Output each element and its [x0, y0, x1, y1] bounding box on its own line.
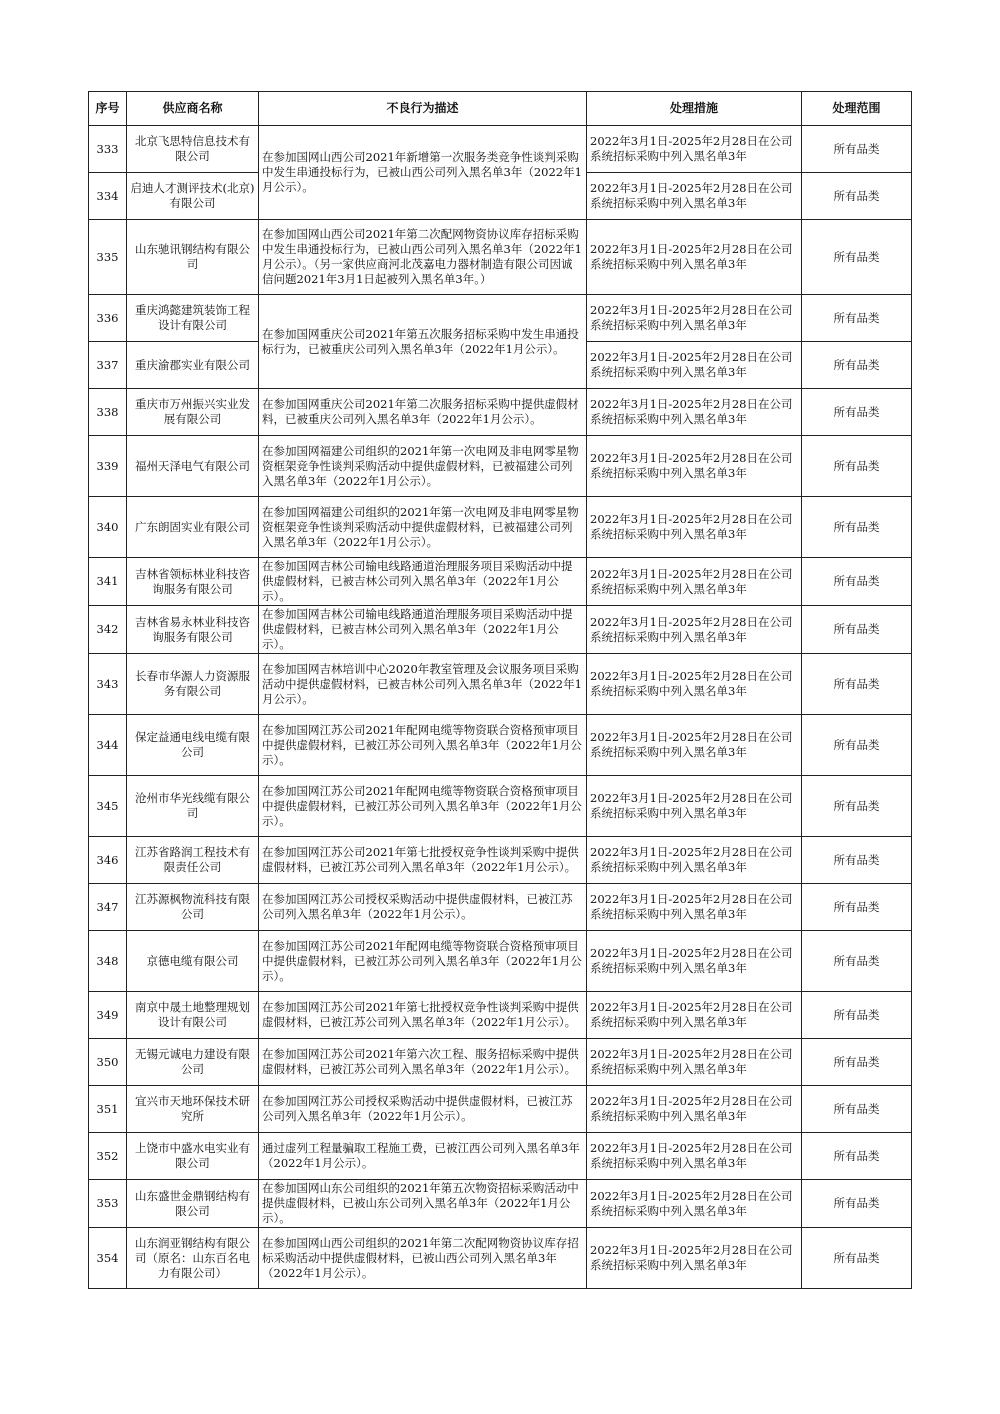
- row-number: 353: [89, 1180, 127, 1228]
- penalty-scope: 所有品类: [802, 126, 912, 173]
- penalty-measure: 2022年3月1日-2025年2月28日在公司系统招标采购中列入黑名单3年: [587, 389, 802, 436]
- penalty-scope: 所有品类: [802, 776, 912, 837]
- penalty-scope: 所有品类: [802, 654, 912, 715]
- misconduct-description: 在参加国网福建公司组织的2021年第一次电网及非电网零星物资框架竞争性谈判采购活动中提供虚假材料，已被福建公司列入黑名单3年（2022年1月公示）。: [259, 497, 587, 558]
- penalty-measure: 2022年3月1日-2025年2月28日在公司系统招标采购中列入黑名单3年: [587, 606, 802, 654]
- penalty-measure: 2022年3月1日-2025年2月28日在公司系统招标采购中列入黑名单3年: [587, 1039, 802, 1086]
- supplier-name: 保定益通电线电缆有限公司: [127, 715, 259, 776]
- supplier-name: 吉林省领标林业科技咨询服务有限公司: [127, 558, 259, 606]
- penalty-measure: 2022年3月1日-2025年2月28日在公司系统招标采购中列入黑名单3年: [587, 715, 802, 776]
- row-number: 345: [89, 776, 127, 837]
- penalty-scope: 所有品类: [802, 295, 912, 342]
- table-row: [89, 389, 912, 436]
- penalty-measure: 2022年3月1日-2025年2月28日在公司系统招标采购中列入黑名单3年: [587, 173, 802, 220]
- table-row: [89, 1180, 912, 1228]
- penalty-measure: 2022年3月1日-2025年2月28日在公司系统招标采购中列入黑名单3年: [587, 992, 802, 1039]
- table-row: [89, 837, 912, 884]
- misconduct-description: 在参加国网重庆公司2021年第五次服务招标采购中发生串通投标行为，已被重庆公司列入黑名单3年（2022年1月公示）。: [259, 295, 587, 389]
- penalty-scope: 所有品类: [802, 1228, 912, 1289]
- row-number: 336: [89, 295, 127, 342]
- penalty-scope: 所有品类: [802, 1133, 912, 1180]
- penalty-scope: 所有品类: [802, 558, 912, 606]
- penalty-measure: 2022年3月1日-2025年2月28日在公司系统招标采购中列入黑名单3年: [587, 558, 802, 606]
- table-row: [89, 606, 912, 654]
- supplier-name: 山东润亚钢结构有限公司（原名：山东百名电力有限公司）: [127, 1228, 259, 1289]
- misconduct-description: 在参加国网江苏公司2021年第七批授权竞争性谈判采购中提供虚假材料，已被江苏公司列入黑名单3年（2022年1月公示）。: [259, 992, 587, 1039]
- table-row: [89, 436, 912, 497]
- penalty-measure: 2022年3月1日-2025年2月28日在公司系统招标采购中列入黑名单3年: [587, 436, 802, 497]
- penalty-measure: 2022年3月1日-2025年2月28日在公司系统招标采购中列入黑名单3年: [587, 342, 802, 389]
- supplier-name: 山东驰讯钢结构有限公司: [127, 220, 259, 295]
- penalty-measure: 2022年3月1日-2025年2月28日在公司系统招标采购中列入黑名单3年: [587, 126, 802, 173]
- misconduct-description: 在参加国网江苏公司2021年第六次工程、服务招标采购中提供虚假材料，已被江苏公司列入黑名单3年（2022年1月公示）。: [259, 1039, 587, 1086]
- supplier-name: 重庆渝郡实业有限公司: [127, 342, 259, 389]
- table-row: [89, 558, 912, 606]
- supplier-name: 重庆鸿懿建筑装饰工程设计有限公司: [127, 295, 259, 342]
- row-number: 344: [89, 715, 127, 776]
- table-row: [89, 715, 912, 776]
- row-number: 338: [89, 389, 127, 436]
- penalty-measure: 2022年3月1日-2025年2月28日在公司系统招标采购中列入黑名单3年: [587, 1228, 802, 1289]
- row-number: 352: [89, 1133, 127, 1180]
- supplier-name: 长春市华源人力资源服务有限公司: [127, 654, 259, 715]
- supplier-name: 广东朗固实业有限公司: [127, 497, 259, 558]
- penalty-scope: 所有品类: [802, 497, 912, 558]
- misconduct-description: 在参加国网吉林公司输电线路通道治理服务项目采购活动中提供虚假材料，已被吉林公司列入黑名单3年（2022年1月公示）。: [259, 606, 587, 654]
- table-row: [89, 1228, 912, 1289]
- misconduct-description: 通过虚列工程量骗取工程施工费，已被江西公司列入黑名单3年（2022年1月公示）。: [259, 1133, 587, 1180]
- penalty-scope: 所有品类: [802, 992, 912, 1039]
- penalty-scope: 所有品类: [802, 884, 912, 931]
- table-row: [89, 884, 912, 931]
- supplier-name: 南京中晟土地整理规划设计有限公司: [127, 992, 259, 1039]
- penalty-measure: 2022年3月1日-2025年2月28日在公司系统招标采购中列入黑名单3年: [587, 884, 802, 931]
- row-number: 343: [89, 654, 127, 715]
- penalty-measure: 2022年3月1日-2025年2月28日在公司系统招标采购中列入黑名单3年: [587, 497, 802, 558]
- table-row: [89, 654, 912, 715]
- blacklist-table: [88, 91, 912, 1289]
- penalty-scope: 所有品类: [802, 436, 912, 497]
- supplier-name: 山东盛世金鼎钢结构有限公司: [127, 1180, 259, 1228]
- penalty-scope: 所有品类: [802, 1039, 912, 1086]
- table-row: [89, 931, 912, 992]
- row-number: 350: [89, 1039, 127, 1086]
- table-row: [89, 497, 912, 558]
- header-supplier: 供应商名称: [127, 92, 259, 126]
- misconduct-description: 在参加国网山西公司2021年新增第一次服务类竞争性谈判采购中发生串通投标行为，已被山西公司列入黑名单3年（2022年1月公示）。: [259, 126, 587, 220]
- misconduct-description: 在参加国网江苏公司2021年第七批授权竞争性谈判采购中提供虚假材料，已被江苏公司列入黑名单3年（2022年1月公示）。: [259, 837, 587, 884]
- table-row: [89, 126, 912, 173]
- row-number: 349: [89, 992, 127, 1039]
- header-no: 序号: [89, 92, 127, 126]
- supplier-name: 启迪人才测评技术(北京)有限公司: [127, 173, 259, 220]
- header-row: [89, 92, 912, 126]
- penalty-measure: 2022年3月1日-2025年2月28日在公司系统招标采购中列入黑名单3年: [587, 776, 802, 837]
- supplier-name: 宜兴市天地环保技术研究所: [127, 1086, 259, 1133]
- penalty-measure: 2022年3月1日-2025年2月28日在公司系统招标采购中列入黑名单3年: [587, 220, 802, 295]
- misconduct-description: 在参加国网福建公司组织的2021年第一次电网及非电网零星物资框架竞争性谈判采购活动中提供虚假材料，已被福建公司列入黑名单3年（2022年1月公示）。: [259, 436, 587, 497]
- penalty-measure: 2022年3月1日-2025年2月28日在公司系统招标采购中列入黑名单3年: [587, 295, 802, 342]
- penalty-scope: 所有品类: [802, 342, 912, 389]
- penalty-scope: 所有品类: [802, 931, 912, 992]
- row-number: 340: [89, 497, 127, 558]
- table-row: [89, 1133, 912, 1180]
- penalty-scope: 所有品类: [802, 1180, 912, 1228]
- penalty-measure: 2022年3月1日-2025年2月28日在公司系统招标采购中列入黑名单3年: [587, 654, 802, 715]
- row-number: 333: [89, 126, 127, 173]
- row-number: 341: [89, 558, 127, 606]
- header-measure: 处理措施: [587, 92, 802, 126]
- supplier-name: 吉林省易永林业科技咨询服务有限公司: [127, 606, 259, 654]
- row-number: 347: [89, 884, 127, 931]
- supplier-name: 京德电缆有限公司: [127, 931, 259, 992]
- supplier-name: 上饶市中盛水电实业有限公司: [127, 1133, 259, 1180]
- supplier-name: 无锡元诚电力建设有限公司: [127, 1039, 259, 1086]
- penalty-measure: 2022年3月1日-2025年2月28日在公司系统招标采购中列入黑名单3年: [587, 1086, 802, 1133]
- row-number: 348: [89, 931, 127, 992]
- supplier-name: 江苏源枫物流科技有限公司: [127, 884, 259, 931]
- table-row: [89, 776, 912, 837]
- penalty-scope: 所有品类: [802, 220, 912, 295]
- misconduct-description: 在参加国网江苏公司授权采购活动中提供虚假材料，已被江苏公司列入黑名单3年（2022年1月公示）。: [259, 884, 587, 931]
- penalty-measure: 2022年3月1日-2025年2月28日在公司系统招标采购中列入黑名单3年: [587, 1180, 802, 1228]
- supplier-name: 福州天泽电气有限公司: [127, 436, 259, 497]
- misconduct-description: 在参加国网吉林培训中心2020年教室管理及会议服务项目采购活动中提供虚假材料，已被吉林公司列入黑名单3年（2022年1月公示）。: [259, 654, 587, 715]
- penalty-measure: 2022年3月1日-2025年2月28日在公司系统招标采购中列入黑名单3年: [587, 837, 802, 884]
- penalty-measure: 2022年3月1日-2025年2月28日在公司系统招标采购中列入黑名单3年: [587, 931, 802, 992]
- penalty-scope: 所有品类: [802, 389, 912, 436]
- penalty-scope: 所有品类: [802, 606, 912, 654]
- penalty-measure: 2022年3月1日-2025年2月28日在公司系统招标采购中列入黑名单3年: [587, 1133, 802, 1180]
- header-scope: 处理范围: [802, 92, 912, 126]
- row-number: 354: [89, 1228, 127, 1289]
- table-row: [89, 220, 912, 295]
- misconduct-description: 在参加国网重庆公司2021年第二次服务招标采购中提供虚假材料，已被重庆公司列入黑名单3年（2022年1月公示）。: [259, 389, 587, 436]
- row-number: 335: [89, 220, 127, 295]
- row-number: 346: [89, 837, 127, 884]
- table-row: [89, 1086, 912, 1133]
- misconduct-description: 在参加国网吉林公司输电线路通道治理服务项目采购活动中提供虚假材料，已被吉林公司列入黑名单3年（2022年1月公示）。: [259, 558, 587, 606]
- row-number: 339: [89, 436, 127, 497]
- supplier-name: 沧州市华光线缆有限公司: [127, 776, 259, 837]
- row-number: 337: [89, 342, 127, 389]
- misconduct-description: 在参加国网山西公司2021年第二次配网物资协议库存招标采购中发生串通投标行为，已被山西公司列入黑名单3年（2022年1月公示）。（另一家供应商河北茂嘉电力器材制造有限公司因诚信问题2021年3月1日起被列入黑名单3年。）: [259, 220, 587, 295]
- table-row: [89, 992, 912, 1039]
- misconduct-description: 在参加国网江苏公司2021年配网电缆等物资联合资格预审项目中提供虚假材料，已被江苏公司列入黑名单3年（2022年1月公示）。: [259, 715, 587, 776]
- table-row: [89, 295, 912, 342]
- header-description: 不良行为描述: [259, 92, 587, 126]
- row-number: 342: [89, 606, 127, 654]
- penalty-scope: 所有品类: [802, 173, 912, 220]
- misconduct-description: 在参加国网江苏公司2021年配网电缆等物资联合资格预审项目中提供虚假材料，已被江苏公司列入黑名单3年（2022年1月公示）。: [259, 931, 587, 992]
- supplier-name: 江苏省路润工程技术有限责任公司: [127, 837, 259, 884]
- penalty-scope: 所有品类: [802, 715, 912, 776]
- table-row: [89, 1039, 912, 1086]
- penalty-scope: 所有品类: [802, 837, 912, 884]
- table-body: [89, 126, 912, 1289]
- misconduct-description: 在参加国网江苏公司2021年配网电缆等物资联合资格预审项目中提供虚假材料，已被江苏公司列入黑名单3年（2022年1月公示）。: [259, 776, 587, 837]
- supplier-name: 北京飞思特信息技术有限公司: [127, 126, 259, 173]
- row-number: 334: [89, 173, 127, 220]
- misconduct-description: 在参加国网山东公司组织的2021年第五次物资招标采购活动中提供虚假材料，已被山东公司列入黑名单3年（2022年1月公示）。: [259, 1180, 587, 1228]
- penalty-scope: 所有品类: [802, 1086, 912, 1133]
- supplier-name: 重庆市万州振兴实业发展有限公司: [127, 389, 259, 436]
- row-number: 351: [89, 1086, 127, 1133]
- misconduct-description: 在参加国网江苏公司授权采购活动中提供虚假材料，已被江苏公司列入黑名单3年（2022年1月公示）。: [259, 1086, 587, 1133]
- misconduct-description: 在参加国网山西公司组织的2021年第二次配网物资协议库存招标采购活动中提供虚假材料，已被山西公司列入黑名单3年（2022年1月公示）。: [259, 1228, 587, 1289]
